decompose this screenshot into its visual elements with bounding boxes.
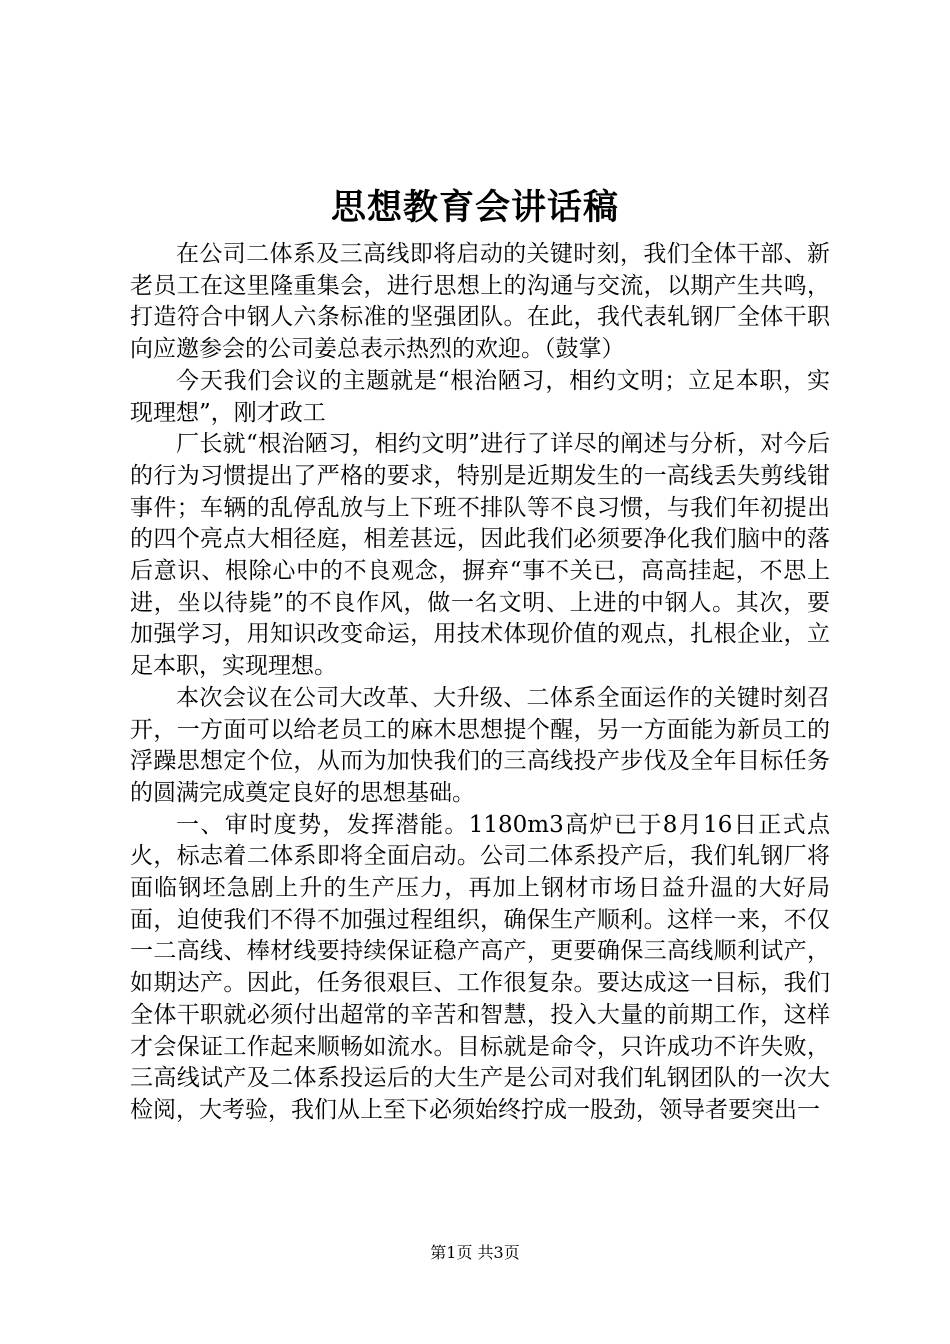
document-title: 思想教育会讲话稿 bbox=[330, 187, 619, 228]
paragraph: 本次会议在公司大改革、大升级、二体系全面运作的关键时刻召开，一方面可以给老员工的麻木思想提个醒，另一方面能为新员工的浮躁思想定个位，从而为加快我们的三高线投产步伐及全年目标任务的圆满完成奠定良好的思想基础。 bbox=[130, 684, 830, 806]
paragraph: 一、审时度势，发挥潜能。1180m3高炉已于8月16日正式点火，标志着二体系即将全面启动。公司二体系投产后，我们轧钢厂将面临钢坯急剧上升的生产压力，再加上钢材市场日益升温的大好局面，迫使我们不得不加强过程组织，确保生产顺利。这样一来，不仅一二高线、棒材线要持续保证稳产高产，更要确保三高线顺利试产，如期达产。因此，任务很艰巨、工作很复杂。要达成这一目标，我们全体干职就必须付出超常的辛苦和智慧，投入大量的前期工作，这样才会保证工作起来顺畅如流水。目标就是命令，只许成功不许失败，三高线试产及二体系投运后的大生产是公司对我们轧钢团队的一次大检阅，大考验，我们从上至下必须始终拧成一股劲，领导者要突出一 bbox=[130, 811, 830, 1123]
paragraph: 今天我们会议的主题就是“根治陋习，相约文明；立足本职，实现理想”，刚才政工 bbox=[130, 367, 830, 426]
paragraph: 厂长就“根治陋习，相约文明”进行了详尽的阐述与分析，对今后的行为习惯提出了严格的要求，特别是近期发生的一高线丢失剪线钳事件；车辆的乱停乱放与上下班不排队等不良习惯，与我们年初提出的四个亮点大相径庭，相差甚远，因此我们必须要净化我们脑中的落后意识、根除心中的不良观念，摒弃“事不关已，高高挂起，不思上进，坐以待毙”的不良作风，做一名文明、上进的中钢人。其次，要加强学习，用知识改变命运，用技术体现价值的观点，扎根企业，立足本职，实现理想。 bbox=[130, 431, 830, 680]
paragraph: 在公司二体系及三高线即将启动的关键时刻，我们全体干部、新老员工在这里隆重集会，进行思想上的沟通与交流，以期产生共鸣，打造符合中钢人六条标准的坚强团队。在此，我代表轧钢厂全体干职向应邀参会的公司姜总表示热烈的欢迎。（鼓掌） bbox=[130, 241, 830, 363]
document-body bbox=[130, 239, 830, 1127]
page-number: 第1页 共3页 bbox=[430, 1243, 520, 1262]
